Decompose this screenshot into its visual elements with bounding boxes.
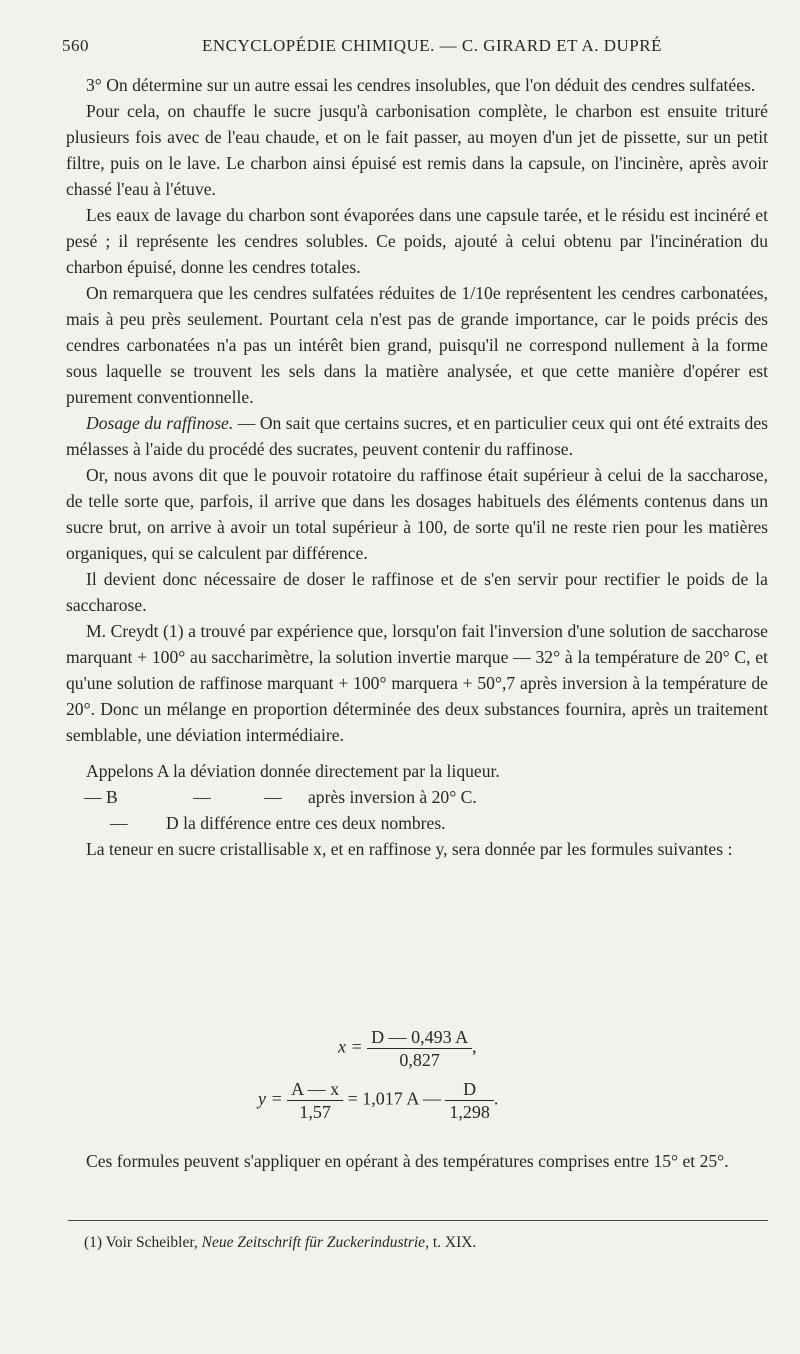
ditto-mark-1: — — [193, 787, 211, 807]
paragraph-temperature-range: Ces formules peuvent s'appliquer en opérant à des températures comprises entre 15° et 25°. — [86, 1151, 729, 1171]
paragraph-define-a: Appelons A la déviation donnée directement par la liqueur. — [86, 761, 500, 781]
formula-y-denominator-2: 1,298 — [449, 1102, 490, 1122]
formula-y-fraction-2 — [445, 1078, 494, 1123]
formula-x-comma: , — [472, 1036, 477, 1057]
body-text — [66, 72, 768, 862]
section-heading-raffinose: Dosage du raffinose. — [86, 413, 234, 433]
formula-x-denominator: 0,827 — [399, 1050, 440, 1070]
formula-x-lhs: x = — [338, 1036, 363, 1057]
formula-y-middle: = 1,017 A — — [347, 1088, 441, 1109]
paragraph-creydt: M. Creydt (1) a trouvé par expérience que, lorsqu'on fait l'inversion d'une solution de saccharose marquant + 100° au saccharimètre, la solution invertie marque — 32° à la température de 20° C, et qu'une solution de raffinose marquant + 100° marquera + 50°,7 après inversion à la température de 20°. Donc un mélange en proportion déterminée des deux substances fournira, après un traitement semblable, une déviation intermédiaire. — [66, 621, 768, 745]
ditto-mark-3: — — [110, 813, 128, 833]
formula-y-numerator-1: A — x — [287, 1078, 343, 1101]
closing-text — [66, 1148, 768, 1174]
paragraph-carbonate-ashes: On remarquera que les cendres sulfatées réduites de 1/10e représentent les cendres carbonatées, mais à peu près seulement. Pourtant cela n'est pas de grande importance, car le poids précis des cendres carbonatées n'a pas un intérêt bien grand, puisqu'il ne correspond nullement à la forme sous laquelle se trouvent les sels dans la matière analysée, et que cette manière d'opérer est purement conventionnelle. — [66, 283, 768, 407]
formula-y-period: . — [493, 1088, 499, 1109]
ditto-mark-2: — — [264, 787, 282, 807]
formula-y-fraction-1 — [287, 1078, 343, 1123]
raffinose-intro-text: — On sait que certains sucres, et en particulier ceux qui ont été extraits des mélasses à l'aide du procédé des sucrates, peuvent contenir du raffinose. — [66, 413, 768, 459]
paragraph-necessity: Il devient donc nécessaire de doser le raffinose et de s'en servir pour rectifier le poids de la saccharose. — [66, 569, 768, 615]
footnote — [84, 1234, 476, 1252]
footnote-pre: Voir Scheibler, — [102, 1234, 202, 1251]
formula-x-fraction — [367, 1026, 472, 1071]
paragraph-formulas-intro: La teneur en sucre cristallisable x, et en raffinose y, sera donnée par les formules suivantes : — [86, 839, 733, 859]
definition-row-b — [66, 784, 768, 810]
paragraph-rotatory-power: Or, nous avons dit que le pouvoir rotatoire du raffinose était supérieur à celui de la saccharose, de telle sorte que, parfois, il arrive que dans les dosages habituels des éléments contenus dans un sucre brut, on arrive à avoir un total supérieur à 100, de sorte qu'il ne reste rien pour les matières organiques, qui se calculent par différence. — [66, 465, 768, 563]
definition-b-text: après inversion à 20° C. — [308, 787, 477, 807]
definition-b-label: — B — [84, 787, 118, 807]
paragraph-raffinose-intro — [66, 410, 768, 462]
paragraph-insoluble-ashes: 3° On détermine sur un autre essai les cendres insolubles, que l'on déduit des cendres sulfatées. — [86, 75, 756, 95]
formula-y-lhs: y = — [258, 1088, 283, 1109]
definition-row-d — [66, 810, 768, 836]
definition-d-text: D la différence entre ces deux nombres. — [166, 813, 446, 833]
formula-y-denominator-1: 1,57 — [299, 1102, 331, 1122]
formula-y-numerator-2: D — [445, 1078, 494, 1101]
formula-x-numerator: D — 0,493 A — [367, 1026, 472, 1049]
paragraph-procedure: Pour cela, on chauffe le sucre jusqu'à carbonisation complète, le charbon est ensuite trituré plusieurs fois avec de l'eau chaude, et on le fait passer, au moyen d'un jet de pissette, sur un petit filtre, puis on le lave. Le charbon ainsi épuisé est remis dans la capsule, on l'incinère, après avoir chassé l'eau à l'étuve. — [66, 101, 768, 199]
definition-table — [66, 784, 768, 836]
running-title: ENCYCLOPÉDIE CHIMIQUE. — C. GIRARD ET A. DUPRÉ — [202, 36, 662, 55]
footnote-marker: (1) — [84, 1234, 103, 1251]
page-number: 560 — [62, 36, 89, 55]
footnote-post: , t. XIX. — [425, 1234, 477, 1251]
footnote-journal: Neue Zeitschrift für Zuckerindustrie — [201, 1234, 426, 1251]
footnote-divider — [68, 1220, 768, 1221]
paragraph-soluble-ashes: Les eaux de lavage du charbon sont évaporées dans une capsule tarée, et le résidu est incinéré et pesé ; il représente les cendres solubles. Ce poids, ajouté à celui obtenu par l'incinération du charbon épuisé, donne les cendres totales. — [66, 205, 768, 277]
